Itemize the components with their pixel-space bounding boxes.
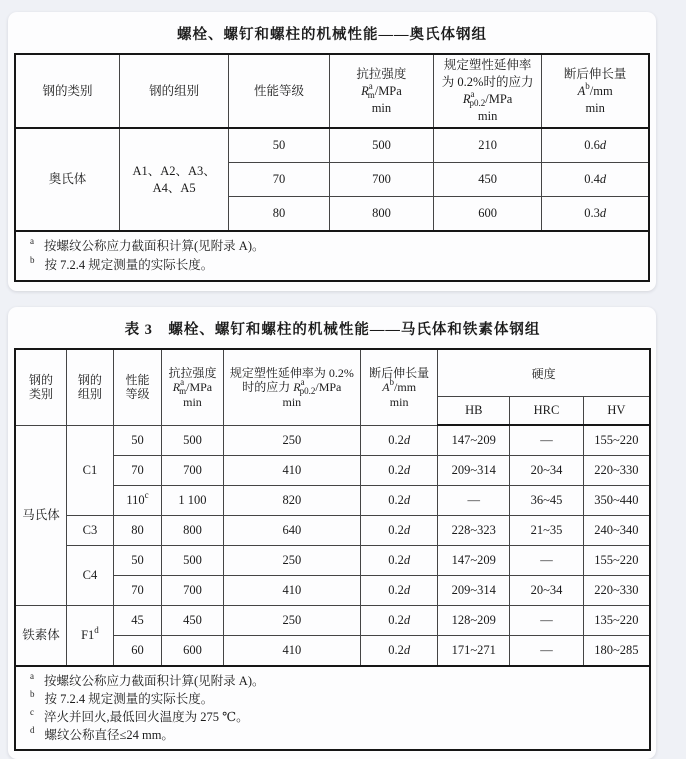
table-cell: 700 [162, 456, 224, 486]
header-cell: 钢的 类别 [15, 349, 66, 425]
header-cell: 断后伸长量 $A^b/mm$ min [360, 349, 437, 425]
group-cell: C4 [66, 546, 113, 606]
table-cell: 180~285 [583, 636, 650, 667]
table-cell: 0.6d [542, 128, 649, 163]
footnote-item: $^a$ 按螺纹公称应力截面积计算(见附录 A)。 [30, 671, 265, 688]
table-cell: 147~209 [438, 546, 510, 576]
card-austenitic-table [8, 12, 656, 291]
footnote-marker: b [30, 689, 35, 699]
table-row [15, 425, 650, 456]
table-row [15, 516, 650, 546]
table-cell: 70 [113, 576, 161, 606]
table-cell: 410 [223, 576, 360, 606]
footnote-block [15, 231, 649, 281]
table-cell: 80 [113, 516, 161, 546]
table-cell: 450 [433, 163, 541, 197]
header-cell: 钢的组别 [120, 54, 229, 128]
table-cell: — [510, 546, 584, 576]
footnote-item: $^a$ 按螺纹公称应力截面积计算(见附录 A)。 [30, 236, 265, 253]
table-cell: 1 100 [162, 486, 224, 516]
table-cell: — [510, 606, 584, 636]
table-cell: 20~34 [510, 456, 584, 486]
table-cell: 0.2d [360, 576, 437, 606]
table1-title: 螺栓、螺钉和螺柱的机械性能——奥氏体钢组 [177, 27, 487, 43]
footnote-item: $^d$ 螺纹公称直径≤24 mm。 [30, 725, 174, 742]
table-cell: 110$^c$ [113, 486, 161, 516]
table-cell: 80 [229, 197, 330, 232]
table-cell: 600 [162, 636, 224, 667]
card-martensitic-table [8, 307, 656, 759]
table2-body [15, 425, 650, 666]
table-row [15, 128, 649, 163]
table2-footnotes [15, 666, 650, 750]
table-austenitic [14, 53, 650, 282]
header-cell: 抗拉强度 $R^a_m$/MPa min [162, 349, 224, 425]
table-cell: 50 [229, 128, 330, 163]
table-cell: 500 [162, 546, 224, 576]
table-row [15, 606, 650, 636]
table-cell: 128~209 [438, 606, 510, 636]
footnote-marker: b [30, 255, 35, 265]
table-cell: 45 [113, 606, 161, 636]
table-cell: 500 [329, 128, 433, 163]
group-cell: 马氏体 [15, 425, 66, 606]
table-cell: 0.2d [360, 516, 437, 546]
table-cell: 640 [223, 516, 360, 546]
table-cell: 0.4d [542, 163, 649, 197]
header-cell: 断后伸长量 $A^b/mm$ min [542, 54, 649, 128]
table-cell: 250 [223, 606, 360, 636]
table-cell: 0.2d [360, 456, 437, 486]
group-cell: A1、A2、A3、 A4、A5 [120, 128, 229, 231]
table-row [15, 546, 650, 576]
table-cell: 209~314 [438, 576, 510, 606]
table1-header [15, 54, 649, 128]
table-cell: 0.2d [360, 636, 437, 667]
table-martensitic-ferritic [14, 348, 651, 751]
table-cell: 50 [113, 425, 161, 456]
header-cell-hardness: 硬度 [438, 349, 650, 397]
table-cell: 0.2d [360, 486, 437, 516]
footnote-marker: a [30, 671, 34, 681]
table-cell: 155~220 [583, 546, 650, 576]
footnote-item: $^b$ 按 7.2.4 规定测量的实际长度。 [30, 689, 214, 706]
table-cell: 0.2d [360, 546, 437, 576]
table-cell: 240~340 [583, 516, 650, 546]
table-cell: 220~330 [583, 576, 650, 606]
table-cell: 50 [113, 546, 161, 576]
header-cell: 性能 等级 [113, 349, 161, 425]
table-cell: 350~440 [583, 486, 650, 516]
table-cell: 155~220 [583, 425, 650, 456]
group-cell: 奥氏体 [15, 128, 120, 231]
table-cell: 700 [162, 576, 224, 606]
table-cell: 0.3d [542, 197, 649, 232]
table-cell: 220~330 [583, 456, 650, 486]
table-cell: 410 [223, 636, 360, 667]
table-cell: 800 [162, 516, 224, 546]
page [0, 12, 686, 742]
group-cell: 铁素体 [15, 606, 66, 667]
table-cell: 21~35 [510, 516, 584, 546]
table1-body [15, 128, 649, 231]
footnote-marker: a [30, 236, 34, 246]
table2-title: 表 3 螺栓、螺钉和螺柱的机械性能——马氏体和铁素体钢组 [124, 322, 541, 338]
table-cell: 210 [433, 128, 541, 163]
table-cell: 820 [223, 486, 360, 516]
table-cell: 171~271 [438, 636, 510, 667]
table-cell: 700 [329, 163, 433, 197]
footnote-marker: c [30, 707, 34, 717]
header-cell-hardness-scale: HV [583, 397, 650, 426]
header-cell: 规定塑性延伸率为 0.2% 时的应力 $R^a_{p0.2}$/MPa min [223, 349, 360, 425]
table-cell: 60 [113, 636, 161, 667]
footnote-item: $^b$ 按 7.2.4 规定测量的实际长度。 [30, 255, 214, 272]
group-cell: C1 [66, 425, 113, 516]
header-cell-hardness-scale: HB [438, 397, 510, 426]
table-cell: 147~209 [438, 425, 510, 456]
table-cell: 209~314 [438, 456, 510, 486]
header-cell: 规定塑性延伸率 为 0.2%时的应力 $R^a_{p0.2}$/MPa min [433, 54, 541, 128]
footnote-marker: d [30, 725, 35, 735]
footnote-item: $^c$ 淬火并回火,最低回火温度为 275 ℃。 [30, 707, 249, 724]
table-cell: — [510, 636, 584, 667]
table-cell: 450 [162, 606, 224, 636]
header-cell: 性能等级 [229, 54, 330, 128]
header-cell: 钢的类别 [15, 54, 120, 128]
table-cell: 600 [433, 197, 541, 232]
header-cell: 抗拉强度 $R^a_m$/MPa min [329, 54, 433, 128]
header-cell-hardness-scale: HRC [510, 397, 584, 426]
table-cell: 135~220 [583, 606, 650, 636]
table-cell: 250 [223, 546, 360, 576]
group-cell: F1$^d$ [66, 606, 113, 667]
table2-header [15, 349, 650, 425]
table-cell: 228~323 [438, 516, 510, 546]
table1-footnotes [15, 231, 649, 281]
table-cell: 70 [229, 163, 330, 197]
footnote-block [15, 666, 650, 750]
table-cell: 800 [329, 197, 433, 232]
group-cell: C3 [66, 516, 113, 546]
table-cell: 20~34 [510, 576, 584, 606]
table-cell: 70 [113, 456, 161, 486]
table-cell: 500 [162, 425, 224, 456]
table-cell: 410 [223, 456, 360, 486]
table-cell: — [510, 425, 584, 456]
table-cell: 36~45 [510, 486, 584, 516]
table-cell: 0.2d [360, 425, 437, 456]
table-cell: 0.2d [360, 606, 437, 636]
header-cell: 钢的 组别 [66, 349, 113, 425]
table-cell: — [438, 486, 510, 516]
table-cell: 250 [223, 425, 360, 456]
